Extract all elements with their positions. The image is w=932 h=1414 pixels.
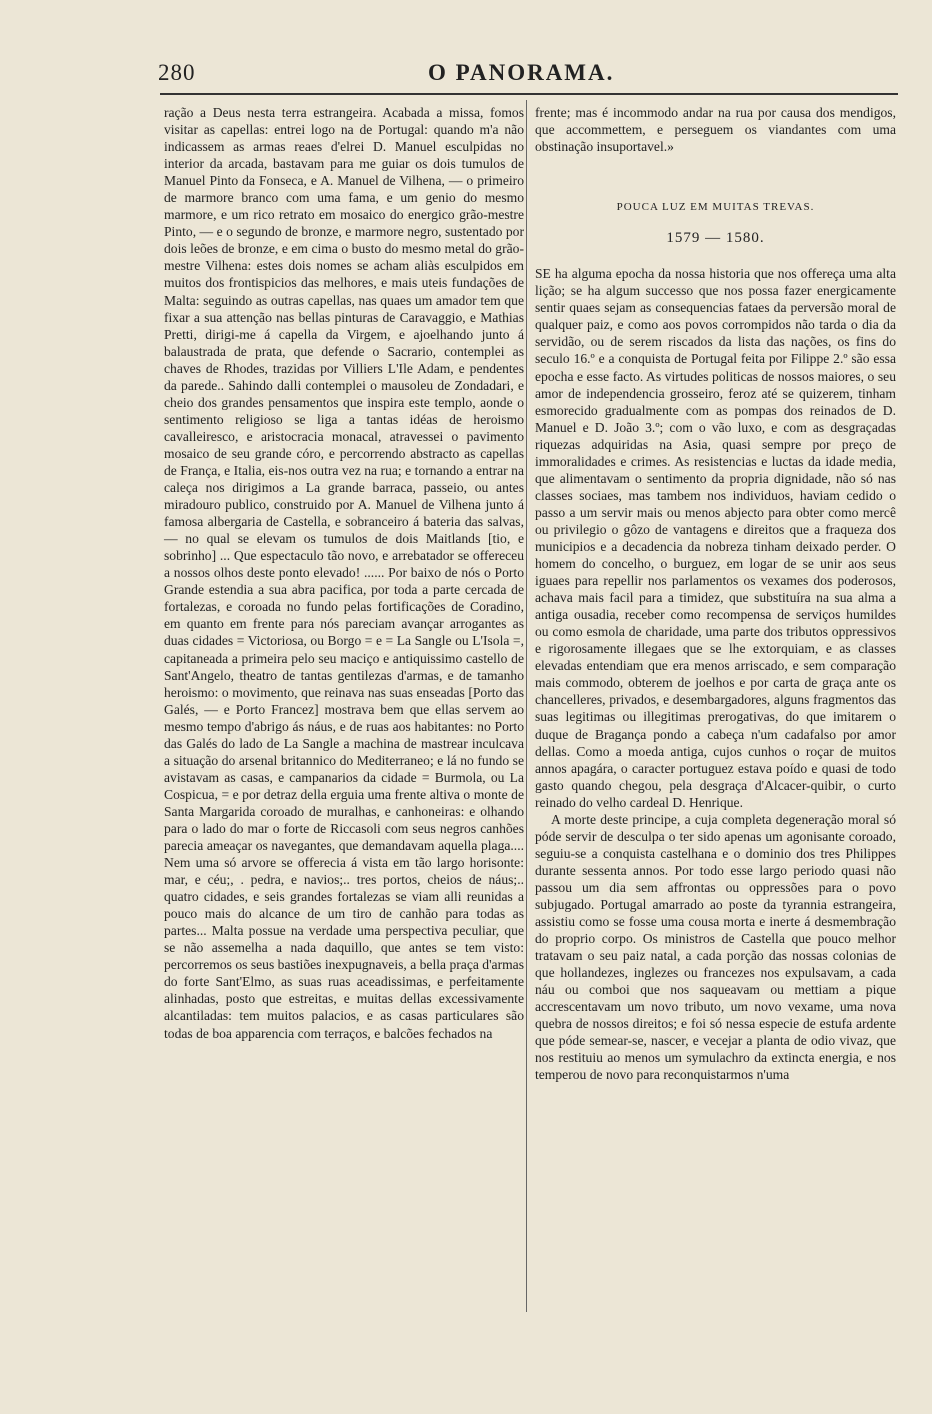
column-divider [526, 100, 527, 1312]
article-paragraph-1: SE ha alguma epocha da nossa historia que nos offereça uma alta lição; se ha algum successo que nos possa fazer energicamente sentir quaes sejam as consequencias fataes da perversão moral de qualquer paiz, e como aos povos corrompidos não tarda o dia da servidão, ou de serem riscados da lista das nações, os fins do seculo 16.º e a conquista de Portugal feita por Filippe 2.º são essa epocha e esse facto. As virtudes politicas de nossos maiores, o seu amor de independencia grosseiro, feroz até se quizerem, tinham esmorecido gradualmente com as pompas dos reinados de D. Manuel e D. João 3.º; com o vão luxo, e com as desgraçadas riquezas adquiridas na Asia, quasi sempre por preço de immoralidades e crimes. As resistencias e luctas da idade media, que alimentavam o sentimento da propria dignidade, não só nas classes sociaes, mas tambem nos individuos, haviam cedido o passo a um servir mais ou menos abjecto para obter como mercê ou privilegio o gôzo de vantagens e direitos que a fraqueza dos municipios e a decadencia da nobreza tinham deixado perder. O homem do concelho, o burguez, em logar de se unir aos seus iguaes para repellir nos parlamentos os vexames dos poderosos, achava mais facil para a timidez, que substituíra na sua alma a antiga ousadia, receber como recompensa de serviços humildes ou como esmola de charidade, uma parte dos tributos oppressivos e rigorosamente illegaes que se lhe extorquiam, e as classes elevadas entendiam que era menos arriscado, e sem comparação mais commodo, obterem de joelhos e por carta de graça ante os chancelleres, privados, e desembargadores, alguns fragmentos das suas legitimas ou illegitimas prerogativas, do que imitarem o duque de Bragança pondo a cabeça n'um cadafalso por amor dellas. Como a moeda antiga, cujos cunhos o roçar de muitos annos apagára, o caracter portuguez estava poído e quasi de todo gasto quando chegou, pela desgraça d'Alcacer-quibir, o curto reinado do velho cardeal D. Henrique. [535, 266, 896, 810]
right-column [535, 104, 896, 1083]
section-dates: 1579 — 1580. [666, 230, 765, 247]
page-number: 280 [158, 60, 196, 85]
article-paragraph-2: A morte deste principe, a cuja completa degeneração moral só póde servir de desculpa o ter sido apenas um agonisante coroado, seguiu-se a conquista castelhana e o dominio dos tres Philippes durante sessenta annos. Por todo esse largo periodo quasi não passou um dia sem affrontas ou oppressões para o povo subjugado. Portugal amarrado ao poste da tyrannia estrangeira, assistiu como se fosse uma cousa morta e inerte á desmembração do proprio corpo. Os ministros de Castella que pouco melhor tratavam o seu paiz natal, a cada porção das nossas colonias de que hollandezes, inglezes ou francezes nos expulsavam, a cada náu ou comboi que nos saqueavam ou mettiam a pique accrescentavam um novo tributo, um novo vexame, uma nova quebra de nossos direitos; e foi só nessa especie de estufa ardente que póde semear-se, nascer, e vecejar a planta de odio vivaz, que nos restituiu ao menos um symulachro da extincta energia, e nos temperou de novo para reconquistarmos n'uma [535, 811, 896, 1083]
section-title: POUCA LUZ EM MUITAS TREVAS. [616, 201, 815, 214]
left-column-text: ração a Deus nesta terra estrangeira. Acabada a missa, fomos visitar as capellas: entrei logo na de Portugal: quando m'a não indicassem as armas reaes d'elrei D. Manuel esculpidas no interior da arcada, bastavam para me guiar os dois tumulos de Manuel Pinto da Fonseca, e A. Manuel de Vilhena, — o primeiro de marmore branco com uma fama, e um genio do mesmo marmore, e um rico retrato em mosaico do energico grão-mestre Pinto, — e o segundo de bronze, e marmore negro, sustentado por dois leões de bronze, e em cima o busto do mesmo metal do grão-mestre Vilhena: estes dois nomes se acham aliàs esculpidos em muitos dos frontispicios das melhores, e mais uteis fundações de Malta: seguindo as outras capellas, nas quaes um amador tem que fixar a sua attenção nas bellas pinturas de Caravaggio, e Mathias Pretti, dirigi-me á capella da Virgem, e ajoelhando junto á balaustrada de prata, que defende o Sacrario, contemplei as chaves de Rhodes, trazidas por Villiers L'Ile Adam, e pendentes da parede.. Sahindo dalli contemplei o mausoleu de Zondadari, e cheio dos grandes pensamentos que inspira este templo, aonde o sentimento religioso se liga a tantas idéas de heroismo cavalleiresco, e aristocracia monacal, atravessei o pavimento mosaico de seu grande córo, e percorrendo abstracto as capellas de França, e Italia, eis-nos outra vez na rua; e tornando a entrar na caleça nos dirigimos a La grande barraca, passeio, ou antes miradouro publico, construido por A. Manuel de Vilhena junto á famosa albergaria de Castella, e sobranceiro á bateria das salvas, — no qual se elevam os tumulos de dois Maitlands [tio, e sobrinho] ... Que espectaculo tão novo, e arrebatador se offereceu a nossos olhos deste ponto elevado! ...... Por baixo de nós o Porto Grande estendia a sua abra pacifica, por toda a parte cercada de fortalezas, e coroada no fundo pelas fortificações de Coradino, em quanto em frente para nós pareciam avançar arrogantes as duas cidades = Victoriosa, ou Borgo = e = La Sangle ou L'Isola =, capitaneada a primeira pelo seu maciço e antiquissimo castello de Sant'Angelo, theatro de tantas gentilezas d'armas, e de tamanho heroismo: o movimento, que reinava nas suas enseadas [Porto das Galés, — e Porto Francez] mostrava bem que ellas servem ao mesmo tempo d'abrigo ás náus, e de ruas aos habitantes: no Porto das Galés do lado de La Sangle a machina de mastrear inculcava a situação do arsenal britannico do Mediterraneo; e lá no fundo se avistavam as casas, e campanarios da cidade = Burmola, ou La Cospicua, = e por detraz della erguia uma frente altiva o monte de Santa Margarida coroado de muralhas, e canhoneiras: e olhando para o lado do mar o forte de Riccasoli com seus negros canhões parecia ameaçar os navegantes, que demandavam aquella plaga.... Nem uma só arvore se offerecia á vista em tão largo horisonte: mar, e céu;, . pedra, e navios;.. tres portos, cheios de náus;.. quatro cidades, e seis grandes fortalezas se viam alli reunidas a pouco mais do alcance de um tiro de canhão para todas as partes... Malta possue na verdade uma perspectiva peculiar, que se não assemelha a nada daquillo, que antes se tem visto: percorremos os seus bastiões inexpugnaveis, a bella praça d'armas do forte Sant'Elmo, as suas ruas aceadissimas, e perfeitamente alinhadas, posto que estreitas, e muitas dellas excessivamente alcantiladas: tem muitos palacios, e as casas particulares são todas de boa apparencia com terraços, e balcões fechados na [164, 105, 524, 1041]
left-column [164, 104, 524, 1042]
continuation-text: frente; mas é incommodo andar na rua por causa dos mendigos, que accommettem, e perseguem os viandantes com uma obstinação insuportavel.» [535, 105, 896, 155]
header-rule [160, 93, 898, 95]
publication-title: O PANORAMA. [428, 60, 615, 85]
